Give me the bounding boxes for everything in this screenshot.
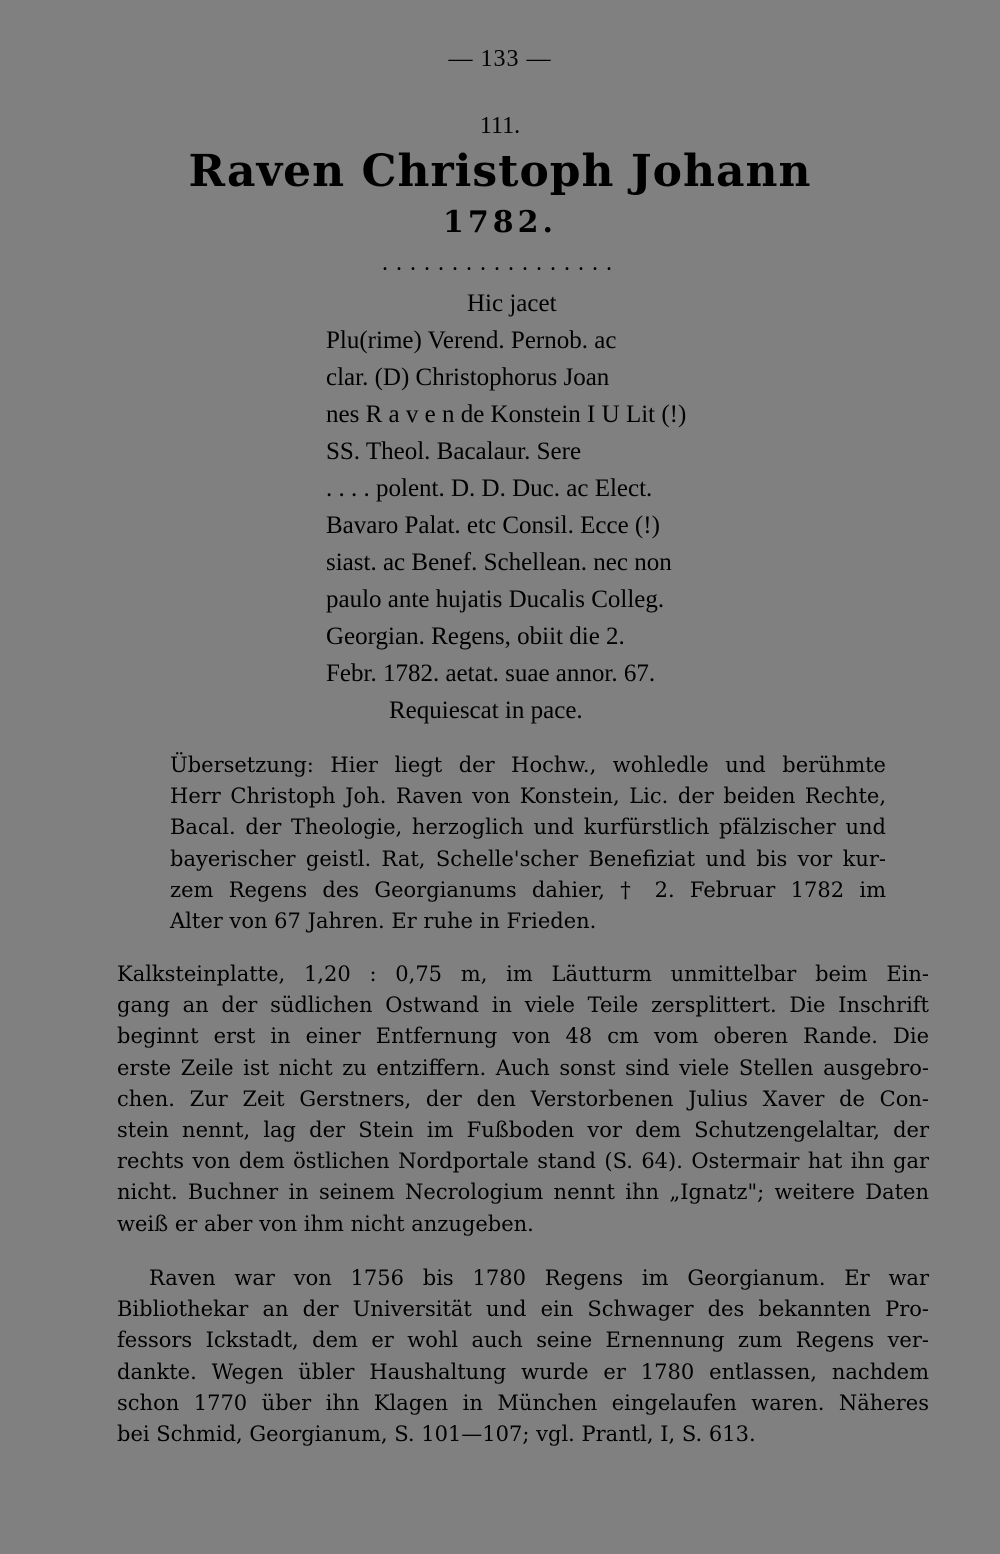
entry-title: Raven Christoph Johann [188, 146, 812, 197]
description-paragraph [117, 959, 929, 1240]
description-line: nicht. Buchner in seinem Necrologium nennt ihn „Ignatz"; weitere Daten [117, 1180, 929, 1205]
description-line: stein nennt, lag der Stein im Fußboden vor dem Schutzengelaltar, der [117, 1118, 929, 1143]
biography-line: dankte. Wegen übler Haushaltung wurde er 1780 entlassen, nachdem [117, 1359, 929, 1384]
entry-number: 111. [479, 113, 521, 139]
translation-paragraph [170, 750, 886, 937]
inscription-line: paulo ante hujatis Ducalis Colleg. [326, 586, 665, 613]
biography-line: fessors Ickstadt, dem er wohl auch seine Ernennung zum Regens ver- [117, 1328, 929, 1353]
description-line: rechts von dem östlichen Nordportale stand (S. 64). Ostermair hat ihn gar [117, 1149, 929, 1174]
biography-line: schon 1770 über ihn Klagen in München eingelaufen waren. Näheres [117, 1390, 929, 1415]
inscription-line: Requiescat in pace. [389, 697, 583, 724]
inscription-line: Bavaro Palat. etc Consil. Ecce (!) [326, 512, 660, 539]
translation-line: Alter von 67 Jahren. Er ruhe in Frieden. [170, 909, 597, 934]
inscription-line: Plu(rime) Verend. Pernob. ac [326, 327, 617, 354]
biography-paragraph [117, 1263, 929, 1450]
description-line: gang an der südlichen Ostwand in viele Teile zersplittert. Die Inschrift [117, 993, 929, 1018]
description-line: Kalksteinplatte, 1,20 : 0,75 m, im Läutturm unmittelbar beim Ein- [117, 962, 929, 986]
description-line: chen. Zur Zeit Gerstners, der den Verstorbenen Julius Xaver de Con- [117, 1086, 929, 1111]
description-line: beginnt erst in einer Entfernung von 48 cm vom oberen Rande. Die [117, 1024, 929, 1049]
description-line: erste Zeile ist nicht zu entziffern. Auch sonst sind viele Stellen ausgebro- [117, 1055, 929, 1080]
entry-year: 1782. [443, 205, 557, 240]
biography-line: Bibliothekar an der Universität und ein Schwager des bekannten Pro- [117, 1297, 929, 1322]
page-number: — 133 — [448, 46, 552, 72]
biography-line: Raven war von 1756 bis 1780 Regens im Georgianum. Er war [149, 1266, 929, 1290]
inscription-line: Hic jacet [467, 290, 557, 317]
inscription-line: siast. ac Benef. Schellean. nec non [326, 549, 672, 576]
inscription-line: SS. Theol. Bacalaur. Sere [326, 438, 582, 465]
inscription-line: nes R a v e n de Konstein I U Lit (!) [326, 401, 687, 428]
translation-line: Übersetzung: Hier liegt der Hochw., wohledle und berühmte [170, 753, 886, 777]
biography-line: bei Schmid, Georgianum, S. 101—107; vgl. Prantl, I, S. 613. [117, 1422, 756, 1447]
inscription-line: Febr. 1782. aetat. suae annor. 67. [326, 660, 656, 687]
translation-line: zem Regens des Georgianums dahier, † 2. Februar 1782 im [170, 877, 886, 902]
inscription-line: Georgian. Regens, obiit die 2. [326, 623, 625, 650]
inscription-line: . . . . polent. D. D. Duc. ac Elect. [326, 475, 653, 502]
inscription-ellipsis: ................. [382, 250, 620, 276]
description-line: weiß er aber von ihm nicht anzugeben. [117, 1211, 534, 1236]
inscription-line: clar. (D) Christophorus Joan [326, 364, 610, 391]
translation-line: Herr Christoph Joh. Raven von Konstein, Lic. der beiden Rechte, [170, 784, 886, 809]
translation-line: Bacal. der Theologie, herzoglich und kurfürstlich pfälzischer und [170, 815, 886, 840]
translation-line: bayerischer geistl. Rat, Schelle'scher Benefiziat und bis vor kur- [170, 846, 886, 871]
